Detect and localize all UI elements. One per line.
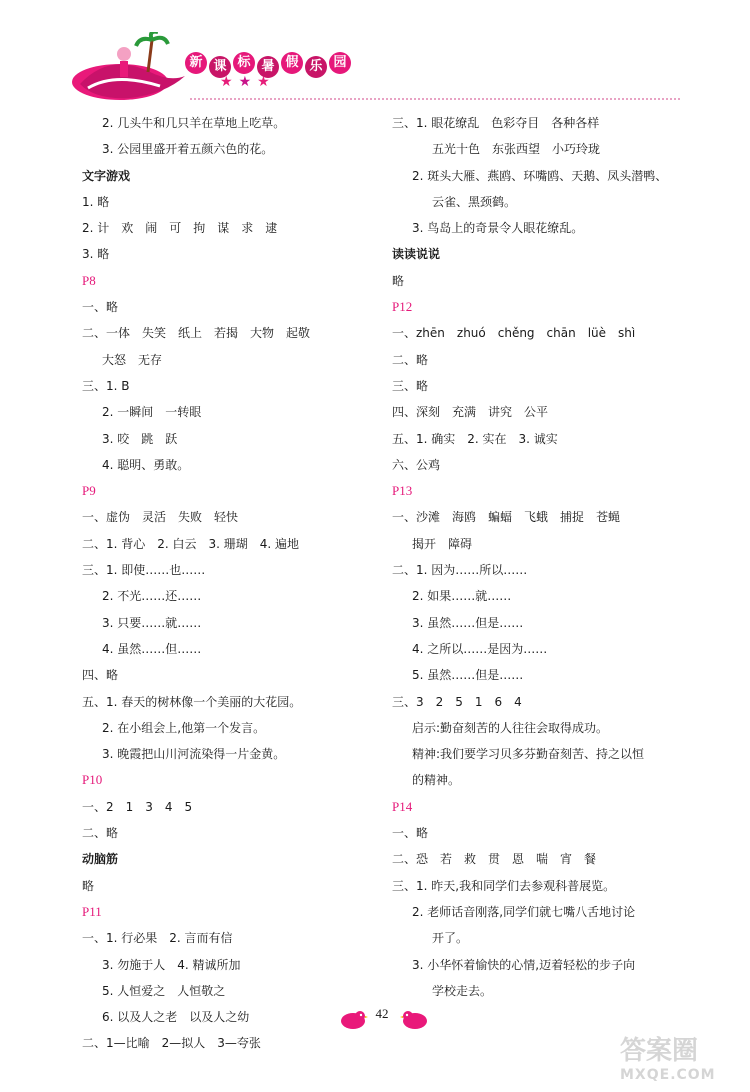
left-column — [82, 110, 372, 1057]
answer-line: 五、1. 确实 2. 实在 3. 诚实 — [392, 431, 558, 446]
banner-char: 暑 — [257, 56, 279, 78]
header-divider — [190, 98, 680, 100]
answer-line: 一、略 — [392, 826, 429, 841]
answer-line: 一、略 — [82, 300, 119, 315]
bird-icon — [400, 1008, 430, 1030]
page-header — [0, 0, 750, 100]
answer-line: 的精神。 — [412, 773, 461, 788]
answer-line: 启示:勤奋刻苦的人往往会取得成功。 — [412, 720, 609, 735]
answer-line: 2. 斑头大雁、燕鸥、环嘴鸥、天鹅、凤头潜鸭、 — [412, 168, 668, 183]
answer-line: 5. 虽然……但是…… — [412, 668, 524, 683]
answer-line: 2. 老师话音刚落,同学们就七嘴八舌地讨论 — [412, 904, 636, 919]
answer-line: 2. 几头牛和几只羊在草地上吃草。 — [102, 116, 286, 130]
banner-char: 新 — [185, 52, 207, 74]
answer-line: 一、沙滩 海鸥 蝙蝠 飞蛾 捕捉 苍蝇 — [392, 510, 621, 525]
answer-line: 二、略 — [82, 826, 119, 841]
answer-line: 3. 勿施于人 4. 精诚所加 — [102, 957, 241, 972]
answer-line: 四、略 — [82, 668, 119, 683]
answer-line: 一、虚伪 灵活 失败 轻快 — [82, 510, 239, 525]
page-heading: P11 — [82, 903, 102, 919]
answer-line: 略 — [82, 878, 95, 893]
page-heading: P10 — [82, 772, 103, 788]
answer-line: 2. 如果……就…… — [412, 589, 512, 604]
right-column — [392, 110, 692, 1004]
answer-line: 3. 咬 跳 跃 — [102, 431, 178, 446]
answer-line: 略 — [392, 273, 405, 288]
answer-line: 学校走去。 — [432, 983, 493, 998]
answer-line: 4. 虽然……但…… — [102, 641, 202, 656]
bird-icon — [338, 1008, 368, 1030]
page-heading: P13 — [392, 483, 413, 499]
answer-line: 二、1—比喻 2—拟人 3—夸张 — [82, 1036, 261, 1051]
header-stars: ★★★ — [220, 74, 276, 90]
section-heading: 读读说说 — [392, 247, 441, 262]
answer-line: 3. 公园里盛开着五颜六色的花。 — [102, 142, 274, 157]
answer-line: 3. 略 — [82, 247, 110, 262]
page-heading: P12 — [392, 299, 413, 315]
answer-line: 一、2 1 3 4 5 — [82, 799, 193, 814]
answer-line: 三、3 2 5 1 6 4 — [392, 694, 522, 709]
answer-line: 二、1. 因为……所以…… — [392, 563, 528, 578]
answer-line: 六、公鸡 — [392, 457, 441, 472]
answer-line: 一、zhēn zhuó chěng chān lüè shì — [392, 326, 636, 341]
answer-line: 1. 略 — [82, 194, 110, 209]
answer-line: 二、1. 背心 2. 白云 3. 珊瑚 4. 遍地 — [82, 536, 300, 551]
answer-line: 二、恐 若 救 贯 恩 喘 宵 餐 — [392, 852, 597, 867]
page-heading: P8 — [82, 272, 96, 288]
answer-line: 大怒 无存 — [102, 352, 163, 367]
page-heading: P14 — [392, 798, 413, 814]
answer-line: 3. 晚霞把山川河流染得一片金黄。 — [102, 747, 286, 762]
watermark-bottom: MXQE.COM — [620, 1067, 716, 1083]
answer-line: 五光十色 东张西望 小巧玲珑 — [432, 142, 601, 157]
answer-line: 4. 之所以……是因为…… — [412, 641, 548, 656]
answer-line: 揭开 障碍 — [412, 536, 473, 551]
answer-line: 三、1. 即使……也…… — [82, 563, 206, 578]
beach-logo-icon — [70, 32, 190, 104]
section-heading: 动脑筋 — [82, 852, 119, 867]
answer-line: 精神:我们要学习贝多芬勤奋刻苦、持之以恒 — [412, 747, 645, 762]
section-heading: 文字游戏 — [82, 168, 131, 183]
answer-line: 三、1. B — [82, 378, 130, 393]
answer-line: 2. 计 欢 闹 可 拘 谋 求 逮 — [82, 221, 278, 236]
answer-line: 5. 人恒爱之 人恒敬之 — [102, 983, 226, 998]
watermark — [620, 1030, 740, 1088]
answer-line: 2. 在小组会上,他第一个发言。 — [102, 720, 266, 735]
answer-line: 3. 虽然……但是…… — [412, 615, 524, 630]
answer-line: 五、1. 春天的树林像一个美丽的大花园。 — [82, 694, 302, 709]
banner-char: 假 — [281, 52, 303, 74]
answer-line: 2. 一瞬间 一转眼 — [102, 405, 202, 420]
answer-line: 6. 以及人之老 以及人之幼 — [102, 1010, 250, 1025]
page-number: 42 — [375, 1006, 389, 1021]
answer-line: 3. 鸟岛上的奇景令人眼花缭乱。 — [412, 221, 584, 236]
page-heading: P9 — [82, 483, 96, 499]
answer-line: 2. 不光……还…… — [102, 589, 202, 604]
answer-line: 云雀、黑颈鹤。 — [432, 194, 517, 209]
answer-line: 4. 聪明、勇敢。 — [102, 457, 190, 472]
banner-char: 课 — [209, 56, 231, 78]
answer-line: 三、1. 眼花缭乱 色彩夺目 各种各样 — [392, 116, 600, 130]
banner-char: 乐 — [305, 56, 327, 78]
answer-line: 开了。 — [432, 931, 469, 946]
banner-char: 园 — [329, 52, 351, 74]
answer-line: 二、略 — [392, 352, 429, 367]
banner-char: 标 — [233, 52, 255, 74]
answer-line: 二、一体 失笑 纸上 若揭 大物 起敬 — [82, 326, 311, 341]
answer-line: 3. 只要……就…… — [102, 615, 202, 630]
watermark-top: 答案圈 — [620, 1036, 699, 1066]
answer-line: 三、1. 昨天,我和同学们去参观科普展览。 — [392, 878, 616, 893]
answer-line: 3. 小华怀着愉快的心情,迈着轻松的步子向 — [412, 957, 636, 972]
answer-line: 一、1. 行必果 2. 言而有信 — [82, 931, 233, 946]
answer-line: 四、深刻 充满 讲究 公平 — [392, 405, 549, 420]
answer-line: 三、略 — [392, 378, 429, 393]
